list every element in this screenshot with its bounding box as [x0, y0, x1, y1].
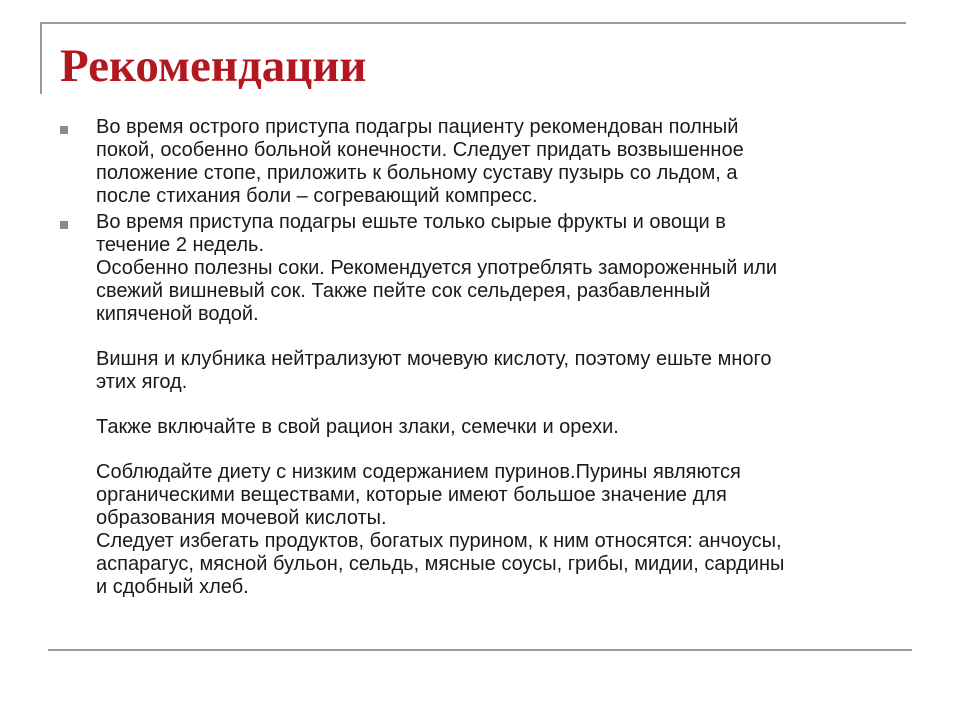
square-bullet-icon	[60, 126, 68, 134]
slide-title: Рекомендации	[60, 40, 367, 92]
bullet-item-1	[60, 116, 910, 208]
slide-frame-top	[40, 22, 906, 24]
bullet-list	[60, 116, 910, 599]
square-bullet-icon	[60, 221, 68, 229]
bullet-2-paragraph-1: Во время приступа подагры ешьте только сырые фрукты и овощи в течение 2 недель. Особенно полезны соки. Рекомендуется употреблять замороженный или свежий вишневый сок. Также пейте сок сельдерея, разбавленный кипяченой водой.	[96, 211, 778, 325]
bullet-1-paragraph: Во время острого приступа подагры пациенту рекомендован полный покой, особенно больной конечности. Следует придать возвышенное положение стопе, приложить к больному суставу пузырь со льдом, а после стихания боли – согревающий компресс.	[96, 116, 744, 207]
slide-frame-left	[40, 22, 42, 94]
bullet-2-paragraph-4: Соблюдайте диету с низким содержанием пуринов.Пурины являются органическими веществами, которые имеют большое значение для образования мочевой кислоты. Следует избегать продуктов, богатых пурином, к ним относятся: анчоусы, аспарагус, мясной бульон, сельдь, мясные соусы, грибы, мидии, сардины и сдобный хлеб.	[96, 461, 785, 598]
bullet-item-2	[60, 211, 910, 599]
bullet-2-paragraph-2: Вишня и клубника нейтрализуют мочевую кислоту, поэтому ешьте много этих ягод.	[96, 348, 772, 393]
slide-frame-bottom	[48, 649, 912, 651]
bullet-2-paragraph-3: Также включайте в свой рацион злаки, семечки и орехи.	[96, 416, 619, 438]
